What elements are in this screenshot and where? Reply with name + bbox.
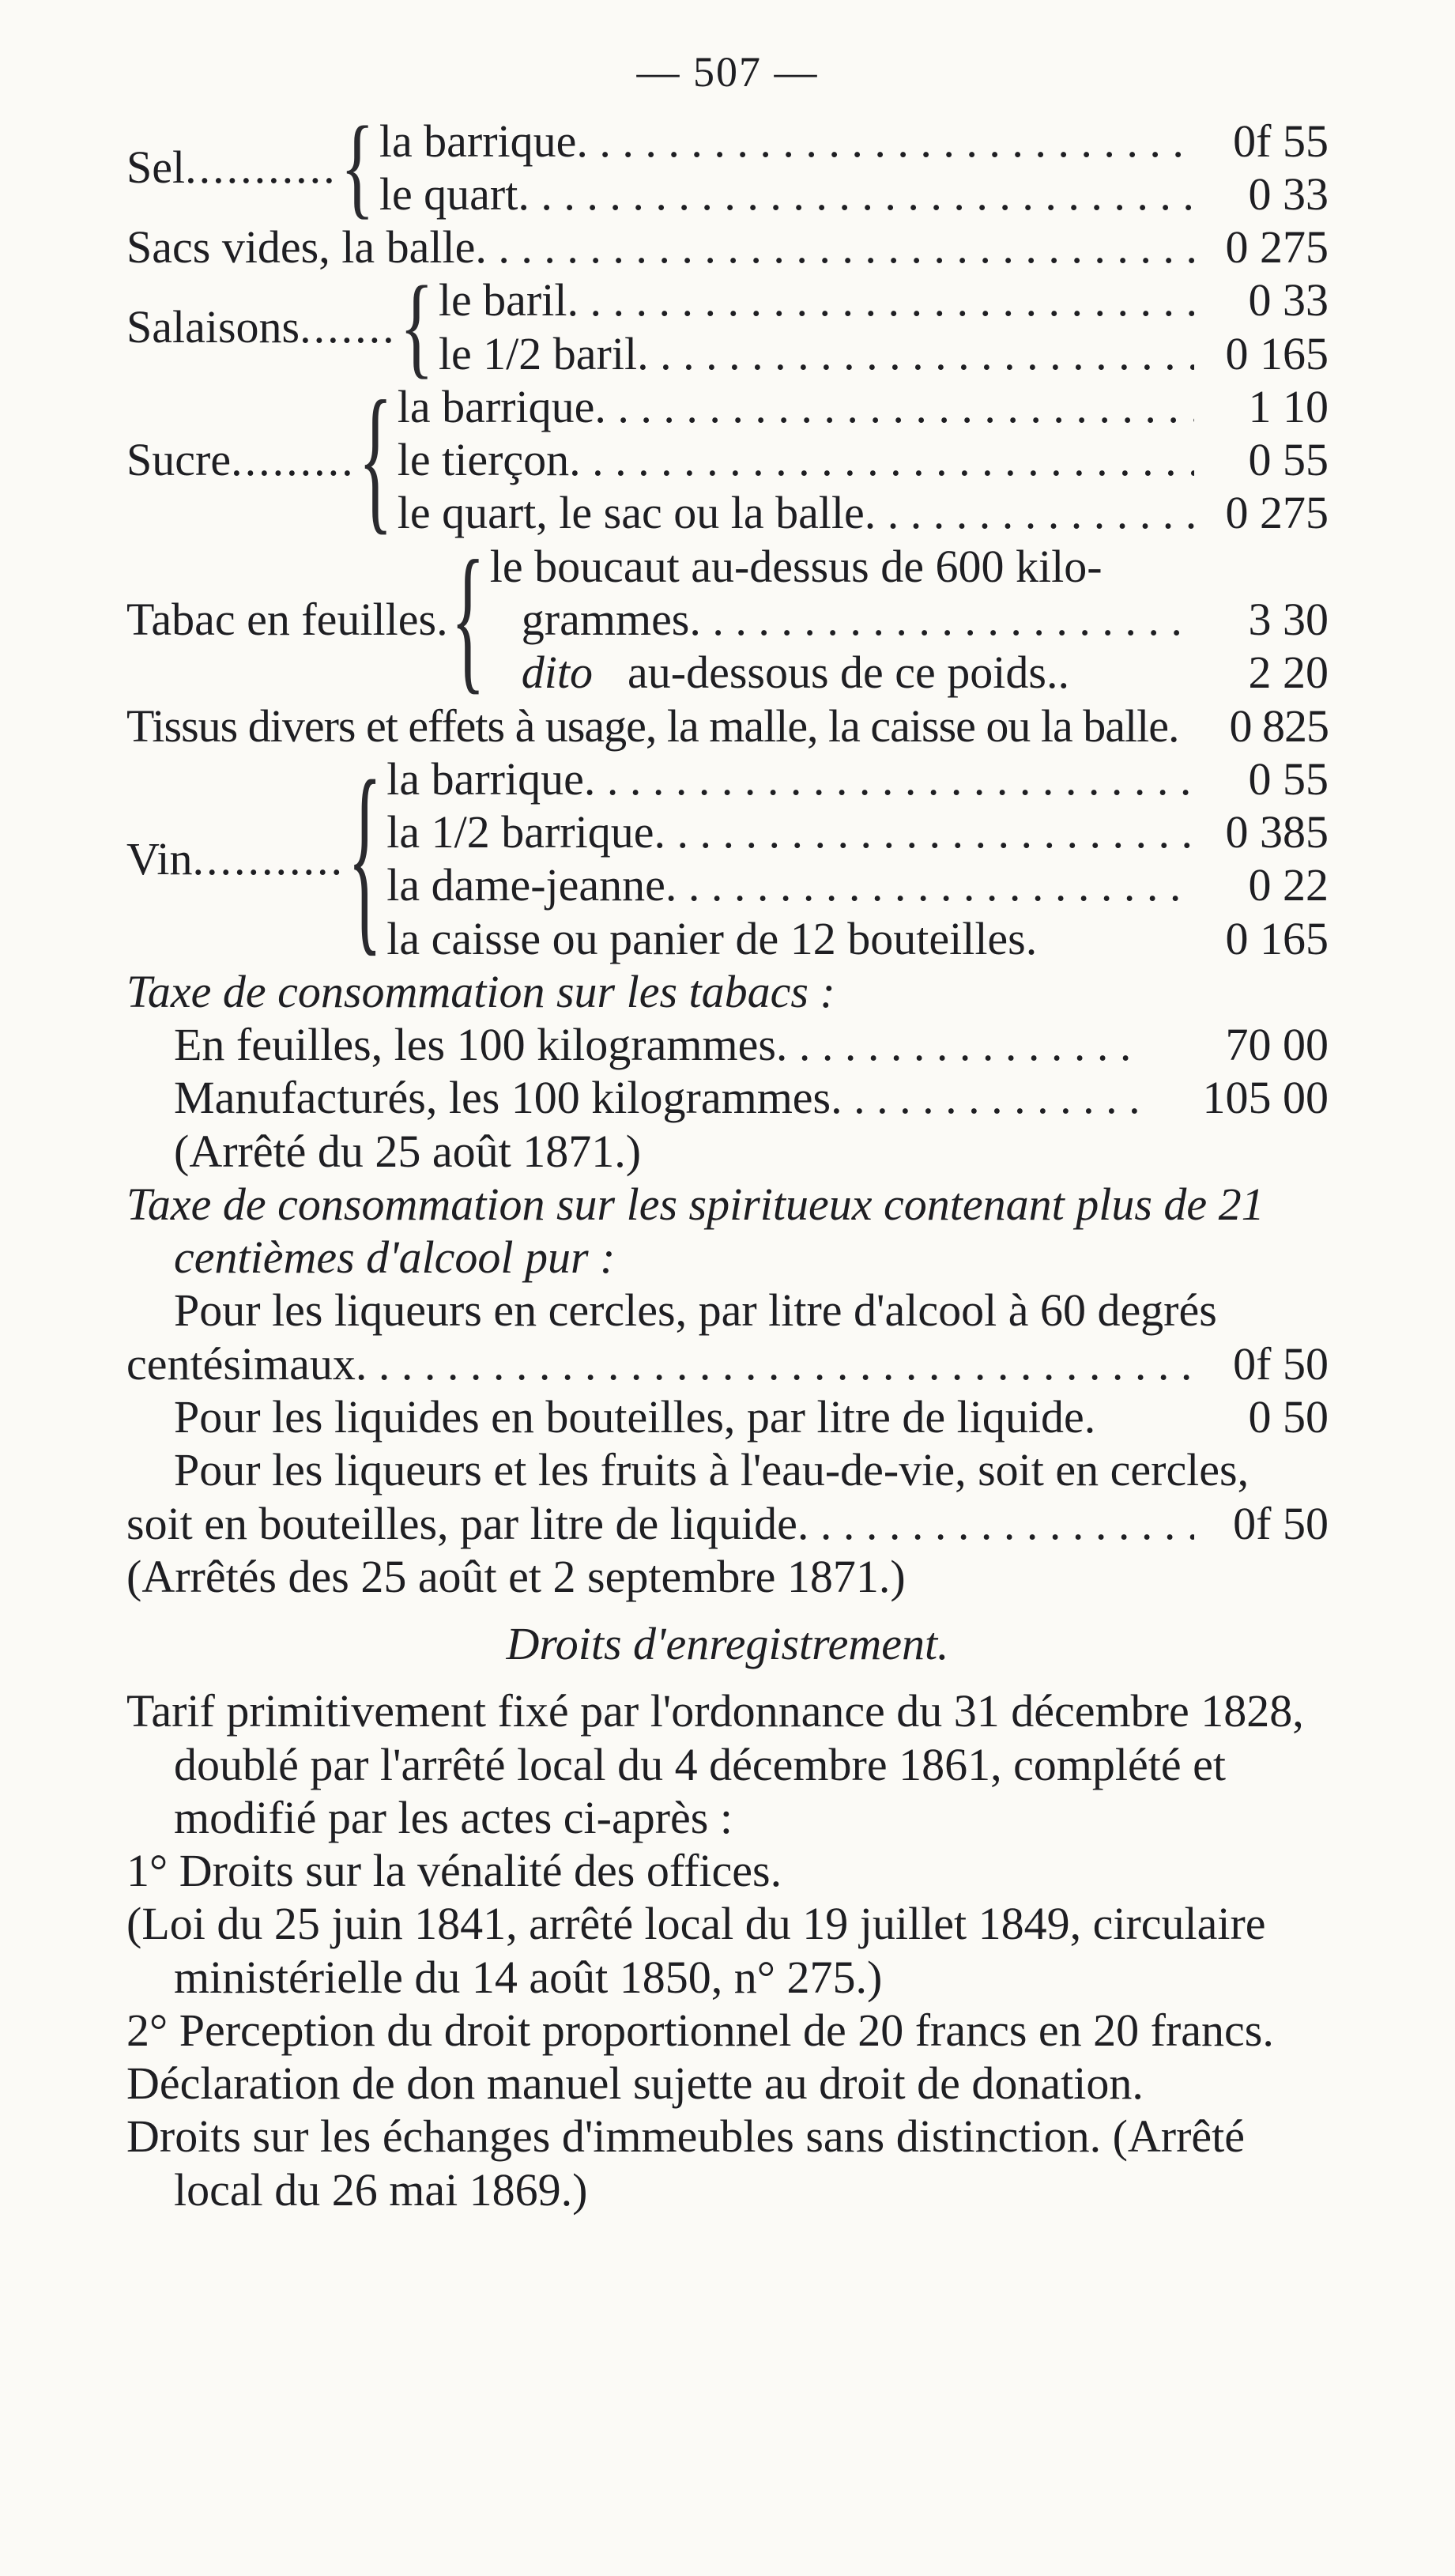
list-item: local du 26 mai 1869.) — [174, 2163, 588, 2216]
section-title: Droits d'enregistrement. — [506, 1618, 949, 1670]
list-item: 2° Perception du droit proportionnel de 20 francs en 20 francs. — [126, 2004, 1274, 2056]
tariff-tabac — [126, 528, 1329, 709]
paragraph-line: modifié par les actes ci-après : — [174, 1791, 733, 1843]
leader-dots: ......... — [231, 434, 356, 486]
tariff-row: le tierçon . . . 0 55 — [398, 433, 1329, 486]
paragraph-line: Tarif primitivement fixé par l'ordonnance du 31 décembre 1828, — [126, 1685, 1304, 1737]
tariff-row: le quart, le sac ou la balle . . . 0 275 — [398, 486, 1329, 539]
tariff-tabac-label: Tabac en feuilles. — [126, 594, 448, 646]
brace-icon: { — [399, 263, 434, 390]
tariff-salaisons-label: Salaisons ....... — [126, 301, 397, 353]
tariff-row: centésimaux . . . 0f 50 — [126, 1337, 1329, 1390]
tariff-vin — [126, 740, 1329, 975]
paragraph-line: Pour les liqueurs en cercles, par litre d'alcool à 60 degrés — [174, 1284, 1217, 1337]
tariff-row: En feuilles, les 100 kilogrammes . . . 70 00 — [126, 1018, 1329, 1071]
leader-dots: ........... — [192, 832, 345, 884]
section-heading-cont: centièmes d'alcool pur : — [174, 1231, 616, 1284]
section-heading: Taxe de consommation sur les spiritueux contenant plus de 21 — [126, 1178, 1265, 1230]
legal-note: (Arrêtés des 25 août et 2 septembre 1871.) — [126, 1550, 906, 1602]
tariff-sucre-label: Sucre ......... — [126, 434, 356, 486]
tariff-row: la barrique . . . 1 10 — [398, 380, 1329, 433]
tariff-row: Manufacturés, les 100 kilogrammes . . . 105 00 — [126, 1071, 1329, 1124]
tariff-row: dito au-dessous de ce poids.. 2 20 — [521, 647, 1329, 699]
leader-dots: ........... — [185, 141, 337, 194]
tariff-row: le quart . . . 0 33 — [379, 168, 1329, 221]
tariff-row: le 1/2 baril . . . 0 165 — [439, 327, 1329, 380]
tariff-row: la barrique . . . 0f 55 — [379, 115, 1329, 168]
page-number: — 507 — — [636, 48, 819, 96]
tariff-row: soit en bouteilles, par litre de liquide . . . 0f 50 — [126, 1497, 1329, 1550]
tariff-row: grammes . . . 3 30 — [490, 593, 1329, 646]
tariff-sucre — [126, 368, 1329, 549]
tariff-row: la 1/2 barrique . . . 0 385 — [386, 805, 1329, 858]
tariff-tissus: Tissus divers et effets à usage, la malle, la caisse ou la balle. 0 825 — [126, 700, 1329, 752]
legal-note: ministérielle du 14 août 1850, n° 275.) — [174, 1951, 883, 2003]
tariff-row: le baril . . . 0 33 — [439, 273, 1329, 326]
legal-note: (Loi du 25 juin 1841, arrêté local du 19 juillet 1849, circulaire — [126, 1898, 1266, 1950]
tariff-sacs-vides: Sacs vides, la balle . . . 0 275 — [126, 221, 1329, 273]
tariff-vin-label: Vin ........... — [126, 832, 345, 884]
section-heading: Taxe de consommation sur les tabacs : — [126, 965, 835, 1017]
paragraph-line: doublé par l'arrêté local du 4 décembre 1861, complété et — [174, 1738, 1226, 1790]
legal-note: (Arrêté du 25 août 1871.) — [174, 1125, 642, 1177]
tariff-line: le boucaut au-dessus de 600 kilo- — [489, 540, 1103, 592]
brace-icon: { — [340, 104, 375, 230]
tariff-row: Pour les liquides en bouteilles, par litre de liquide. 0 50 — [174, 1391, 1329, 1443]
tariff-salaisons — [126, 263, 1329, 390]
tariff-row: la dame-jeanne . . . 0 22 — [386, 858, 1329, 911]
leader-dots: ....... — [300, 301, 397, 353]
list-item: Déclaration de don manuel sujette au droit de donation. — [126, 2057, 1144, 2110]
tariff-sel-label: Sel ........... — [126, 141, 337, 194]
brace-icon: { — [450, 528, 485, 709]
list-item: Droits sur les échanges d'immeubles sans distinction. (Arrêté — [126, 2110, 1246, 2163]
tariff-sel — [126, 104, 1329, 230]
brace-icon: { — [348, 740, 383, 975]
brace-icon: { — [358, 368, 393, 549]
list-item: 1° Droits sur la vénalité des offices. — [126, 1845, 782, 1897]
paragraph-line: Pour les liqueurs et les fruits à l'eau-de-vie, soit en cercles, — [174, 1444, 1250, 1496]
tariff-row: la barrique . . . 0 55 — [386, 752, 1329, 805]
tariff-row: la caisse ou panier de 12 bouteilles. 0 165 — [386, 912, 1329, 964]
